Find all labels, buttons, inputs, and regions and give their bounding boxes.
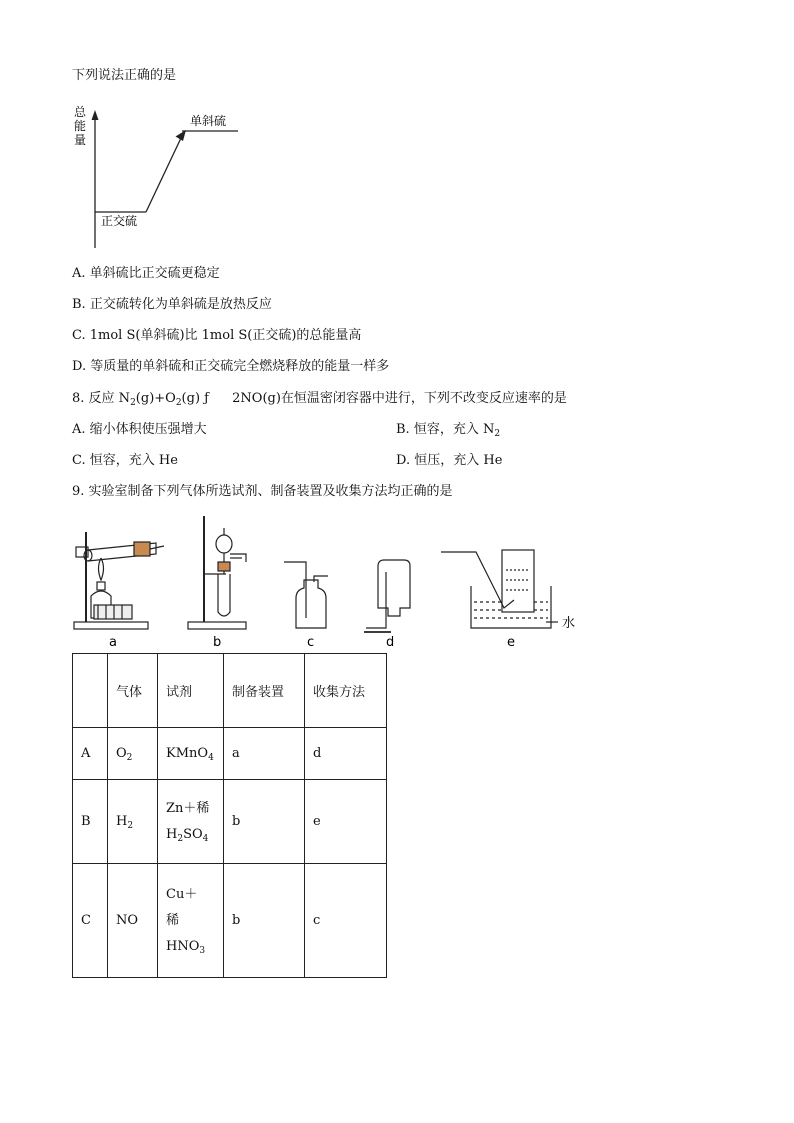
row-c-reagent-line-3: [166, 934, 223, 960]
table-header-row: [73, 654, 387, 728]
y-axis-label-2: 能: [74, 119, 87, 133]
row-c-gas: NO: [108, 864, 158, 978]
option-d-line: D. 等质量的单斜硫和正交硫完全燃烧释放的能量一样多: [72, 359, 390, 374]
row-b-reagent-h: H: [166, 826, 178, 842]
q8-option-c: C. 恒容，充入 He: [72, 453, 178, 468]
orthorhombic-sulfur-label: 正交硫: [101, 214, 138, 228]
row-a-collect: d: [305, 728, 387, 780]
row-b-gas-text: H: [116, 814, 128, 829]
row-a-gas-subscript: 2: [126, 753, 133, 763]
header-blank: [73, 654, 108, 728]
label-c: c: [307, 635, 315, 650]
option-b-line: B. 正交硫转化为单斜硫是放热反应: [72, 297, 272, 312]
option-a-line: A. 单斜硫比正交硫更稳定: [72, 266, 220, 281]
header-reagent: 试剂: [158, 654, 224, 728]
apparatus-d: [364, 560, 410, 632]
n2-subscript: 2: [130, 398, 136, 408]
apparatus-illustration: [66, 510, 586, 650]
apparatus-e: [441, 550, 558, 628]
question-8-text-a: 反应 N: [88, 391, 131, 406]
row-a-reagent: [158, 728, 224, 780]
row-b-option: B: [73, 780, 108, 864]
table-row: [73, 728, 387, 780]
label-a: a: [109, 635, 117, 650]
row-a-reagent-subscript: 4: [208, 753, 214, 763]
monoclinic-sulfur-label: 单斜硫: [190, 114, 227, 128]
q8-option-b-subscript: 2: [494, 429, 501, 439]
row-b-gas-subscript: 2: [127, 821, 134, 831]
row-c-collect: c: [305, 864, 387, 978]
row-a-device: a: [224, 728, 305, 780]
label-d: d: [386, 635, 395, 650]
table-row: [73, 780, 387, 864]
row-c-device: b: [224, 864, 305, 978]
transition-line: [146, 138, 181, 212]
row-c-reagent-hno: HNO: [166, 938, 200, 954]
question-8-text-c: (g): [181, 391, 201, 406]
water-label: 水: [562, 616, 576, 631]
row-c-option: C: [73, 864, 108, 978]
header-collect: 收集方法: [305, 654, 387, 728]
row-c-reagent-line-1: Cu＋: [166, 886, 198, 902]
q8-option-d: D. 恒压，充入 He: [396, 453, 503, 468]
table-row: [73, 864, 387, 978]
y-axis-label-3: 量: [74, 133, 87, 147]
answer-table: [72, 653, 387, 978]
question-8-stem: [72, 391, 567, 407]
q8-option-b-text: B. 恒容，充入 N: [396, 422, 495, 437]
question-9-stem: 9. 实验室制备下列气体所选试剂、制备装置及收集方法均正确的是: [72, 484, 453, 499]
label-b: b: [213, 635, 222, 650]
y-axis-arrow: [92, 110, 99, 120]
row-c-reagent: [158, 864, 224, 978]
question-8-text-d: 2NO(g)在恒温密闭容器中进行，下列不改变反应速率的是: [232, 391, 567, 406]
row-b-device: b: [224, 780, 305, 864]
row-a-gas-text: O: [116, 746, 127, 761]
row-b-gas: [108, 780, 158, 864]
question-intro: 下列说法正确的是: [72, 68, 177, 83]
row-b-reagent-line-1: Zn＋稀: [166, 800, 210, 816]
label-e: e: [507, 635, 515, 650]
header-device: 制备装置: [224, 654, 305, 728]
question-8-text-b: (g)+O: [135, 391, 176, 406]
row-b-reagent-sub-2: 4: [202, 833, 209, 844]
row-a-option: A: [73, 728, 108, 780]
q8-option-b: [396, 422, 500, 438]
apparatus-a: [74, 532, 164, 629]
row-c-reagent-line-2: 稀: [166, 912, 180, 928]
apparatus-b: [188, 516, 246, 629]
row-a-gas: [108, 728, 158, 780]
row-b-reagent-sub-1: 2: [177, 833, 184, 844]
equilibrium-arrow-glyph: ƒ: [204, 391, 209, 406]
header-gas: 气体: [108, 654, 158, 728]
q8-option-a: A. 缩小体积使压强增大: [72, 422, 207, 437]
energy-level-graph: [70, 100, 250, 250]
row-b-reagent: [158, 780, 224, 864]
row-c-reagent-subscript: 3: [199, 945, 206, 956]
row-b-reagent-so: SO: [183, 826, 203, 842]
apparatus-c: [284, 562, 328, 628]
row-b-reagent-line-2: [166, 822, 223, 848]
row-a-reagent-text: KMnO: [166, 746, 209, 761]
y-axis-label-1: 总: [74, 105, 87, 119]
option-c-line: C. 1mol S(单斜硫)比 1mol S(正交硫)的总能量高: [72, 328, 362, 343]
question-8-number: 8.: [72, 391, 85, 406]
o2-subscript: 2: [175, 398, 182, 408]
row-b-collect: e: [305, 780, 387, 864]
